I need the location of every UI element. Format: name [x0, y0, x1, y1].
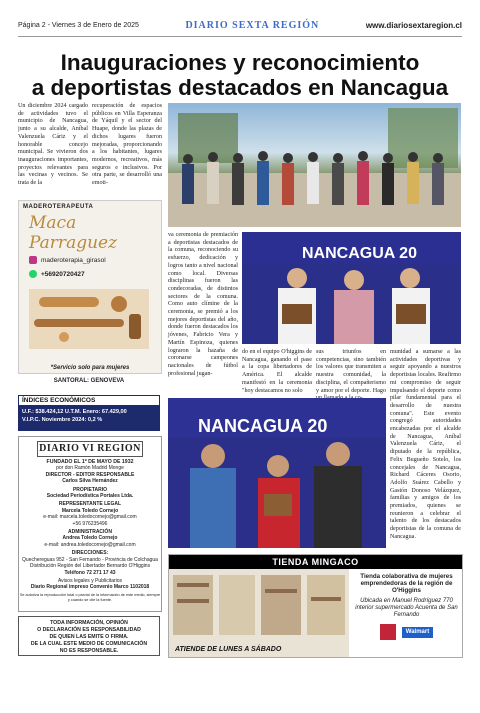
indices-title: ÍNDICES ECONÓMICOS — [18, 395, 160, 406]
ad-instagram-row[interactable] — [19, 253, 161, 267]
director-title: DIRECTOR - EDITOR RESPONSABLE — [45, 471, 135, 478]
notice-line: NO ES RESPONSABLE. — [59, 648, 119, 654]
award-ceremony-photo — [168, 398, 386, 548]
tienda-logos — [351, 624, 462, 640]
page-info: Página 2 - Viernes 3 de Enero de 2025 — [18, 21, 139, 29]
santoral: SANTORAL: GENOVEVA — [53, 378, 125, 384]
founded: FUNDADO EL 1º DE MAYO DE 1932 — [46, 459, 134, 465]
banner-text: NANCAGUA 20 — [198, 416, 328, 436]
ad-instagram: maderoterapia_girasol — [41, 256, 106, 264]
notice-line: DE LA CUAL ESTE MEDIO DE COMUNICACIÓN — [30, 641, 148, 647]
headline-line-1: Inauguraciones y reconocimiento — [60, 50, 420, 75]
ad-top-label: MADEROTERAPEUTA — [23, 204, 94, 210]
article-text: recuperación de espacios públicos en Villa Esperanza de Yáquil y el sector del Huape, donde las plazas de dichos lugares fueron mejoradas, proporcionando a los habitantes, lugares modernos, recreativos, más seguros e inclusivos. Por otra parte, se desarrolló una emoti- — [92, 103, 162, 187]
article-col-3 — [168, 232, 238, 392]
owner: Sociedad Periodística Portales Ltda. — [46, 493, 134, 500]
indices-line-2: V.I.P.C. Noviembre 2024: 0,2 % — [22, 417, 103, 423]
article-col-4 — [242, 349, 312, 393]
mingaco-logo-icon — [380, 624, 396, 640]
notice-line: O DECLARACIÓN ES RESPONSABILIDAD — [37, 627, 141, 633]
store-photo — [169, 569, 349, 657]
tienda-location: Ubicada en Manuel Rodríguez 770 interior supermercado Acuenta de San Fernando — [355, 598, 458, 618]
rep: Marcela Toledo Cornejo — [61, 507, 119, 514]
ad-phone: +56920720427 — [41, 270, 85, 278]
admin-mail[interactable]: e-mail: andrea.toledocornejo@gmail.com — [44, 541, 136, 548]
notice-line: TODA INFORMACIÓN, OPINIÓN — [50, 620, 128, 626]
website-link[interactable]: www.diariosextaregion.cl — [365, 20, 462, 30]
address-2: Distribución Región del Libertador Bernardo O'Higgins — [29, 563, 151, 570]
admin-title: ADMINISTRACIÓN — [68, 529, 112, 536]
page-header — [18, 14, 462, 37]
article-col-1 — [18, 103, 88, 195]
founder: por don Ramón Madrid Monge — [56, 465, 124, 472]
instagram-icon — [29, 256, 37, 264]
rep-title: REPRESENTANTE LEGAL — [58, 501, 122, 508]
walmart-logo: Walmart — [402, 627, 433, 638]
group-photo-outdoor — [168, 103, 461, 227]
article-col-2 — [92, 103, 162, 195]
banner-text: NANCAGUA 20 — [302, 245, 417, 262]
store-shelves-illustration — [169, 569, 349, 657]
article-text: sus triunfos en competencias, sino también los valores que transmiten a nuestra comunidad, la disciplina, el compañerismo y amor por el deporte. Hago — [316, 349, 386, 394]
ad-caption: *Servicio solo para mujeres — [50, 365, 130, 371]
article-text: Un diciembre 2024 cargado de actividades tuvo el municipio de Nancagua, junto a su alcalde, Aníbal Valenzuela Cáriz y el honorable concejo municipal. Se vivieron dos inauguraciones importantes, proyectos relevantes para las vecinas y vecinos. Se trata de la — [18, 103, 88, 187]
convenio: Diario Regional impreso Convenio Marco 1102018 — [30, 584, 150, 591]
article-text: va ceremonia de premiación a deportistas destacados de la comuna, reconociendo su esfuerzo, dedicación y logros tanto a nivel nacional como local. Diversas disciplinas fueron las condecoradas, de distintos sectores de la comuna. Como auto clímine de la ceremonia, se premió a los mejores deportistas del año, donde fueron destacados los jóvenes, Fabricio Vera y Martín Espinoza, quienes lograron la hazaña de coronarse campeones nacionales de fútbol profesional jugan- — [168, 232, 238, 377]
article-col-6 — [390, 349, 461, 549]
owner-title: PROPIETARIO — [72, 486, 108, 493]
maderoterapia-ad — [18, 200, 162, 374]
responsibility-notice — [18, 616, 160, 656]
wood-tools-illustration — [19, 279, 161, 359]
footnote: Se autoriza la reproducción total o parcial de la información de este medio, siempre y cuando se cite la fuente. — [19, 592, 161, 602]
tienda-bar: TIENDA MINGACO — [169, 555, 462, 569]
rep-phone: +56 976235496 — [72, 520, 108, 527]
masthead — [18, 436, 162, 612]
article-col-5 — [316, 349, 386, 393]
article-text: munidad a sumarse a las actividades deportivas y seguir apoyando a nuestros deportistas locales. Reafirmo mi compromiso de seguir impulsando el deporte como pilar fundamental para el desarrollo de nuestra comuna". Este evento congregó autoridades encabezadas por el alcalde de Nancagua, Aníbal Valenzuela Cáriz, el diputado de la república, Felix Bugueño Sotelo, los concejales de Nancagua, Richard Cáceres Osorio, Adolfo Suárez Cabello y Gastón Donoso Velázquez, familias y amigos de los premiados, quienes se reunieron a celebrar el talento de los destacados deportistas de la comuna de Nancagua. — [390, 349, 461, 540]
masthead-logo: DIARIO VI REGION — [37, 441, 143, 457]
headline-line-2: a deportistas destacados en Nancagua — [31, 75, 449, 100]
article-headline — [18, 50, 462, 100]
tienda-caption: ATIENDE DE LUNES A SÁBADO — [175, 646, 282, 653]
ceremony-photo-illustration — [168, 398, 386, 548]
director: Carlos Silva Hernández — [62, 478, 118, 485]
rep-mail[interactable]: e-mail: marcela.toledocornejo@gmail.com — [43, 514, 137, 521]
whatsapp-icon — [29, 270, 37, 278]
tienda-info — [351, 569, 462, 657]
address-1: Quechereguas 952 - San Fernando - Provincia de Colchagua — [22, 556, 158, 563]
indices-line-1: U.F.: $38.424,12 U.T.M. Enero: 67.429,00 — [22, 409, 127, 415]
group-photo-illustration — [168, 103, 461, 227]
avisos: Avisos legales y Publicitarios — [57, 577, 123, 584]
athletes-award-photo — [242, 232, 461, 344]
tienda-mingaco-ad — [168, 554, 463, 658]
address-title: DIRECCIONES: — [71, 550, 109, 557]
economic-indices — [18, 395, 160, 431]
ad-brand-name: Maca Parraguez — [29, 213, 118, 253]
article-text: do en el equipo O'higgins de Nancagua, ganando el pase a la copa libertadores de América. El alcalde manifestó en la ceremonia "hoy destacamos no solo — [242, 349, 312, 394]
tienda-title: Tienda colaborativa de mujeres emprendedoras de la región de O'Higgins — [360, 573, 453, 594]
notice-line: DE QUIEN LAS EMITE O FIRMA. — [49, 634, 129, 640]
phone: Teléfono 72 271 17 43 — [64, 569, 116, 576]
athletes-photo-illustration — [242, 232, 461, 344]
newspaper-name: DIARIO SEXTA REGIÓN — [185, 19, 320, 31]
admin: Andrea Toledo Cornejo — [62, 535, 118, 542]
